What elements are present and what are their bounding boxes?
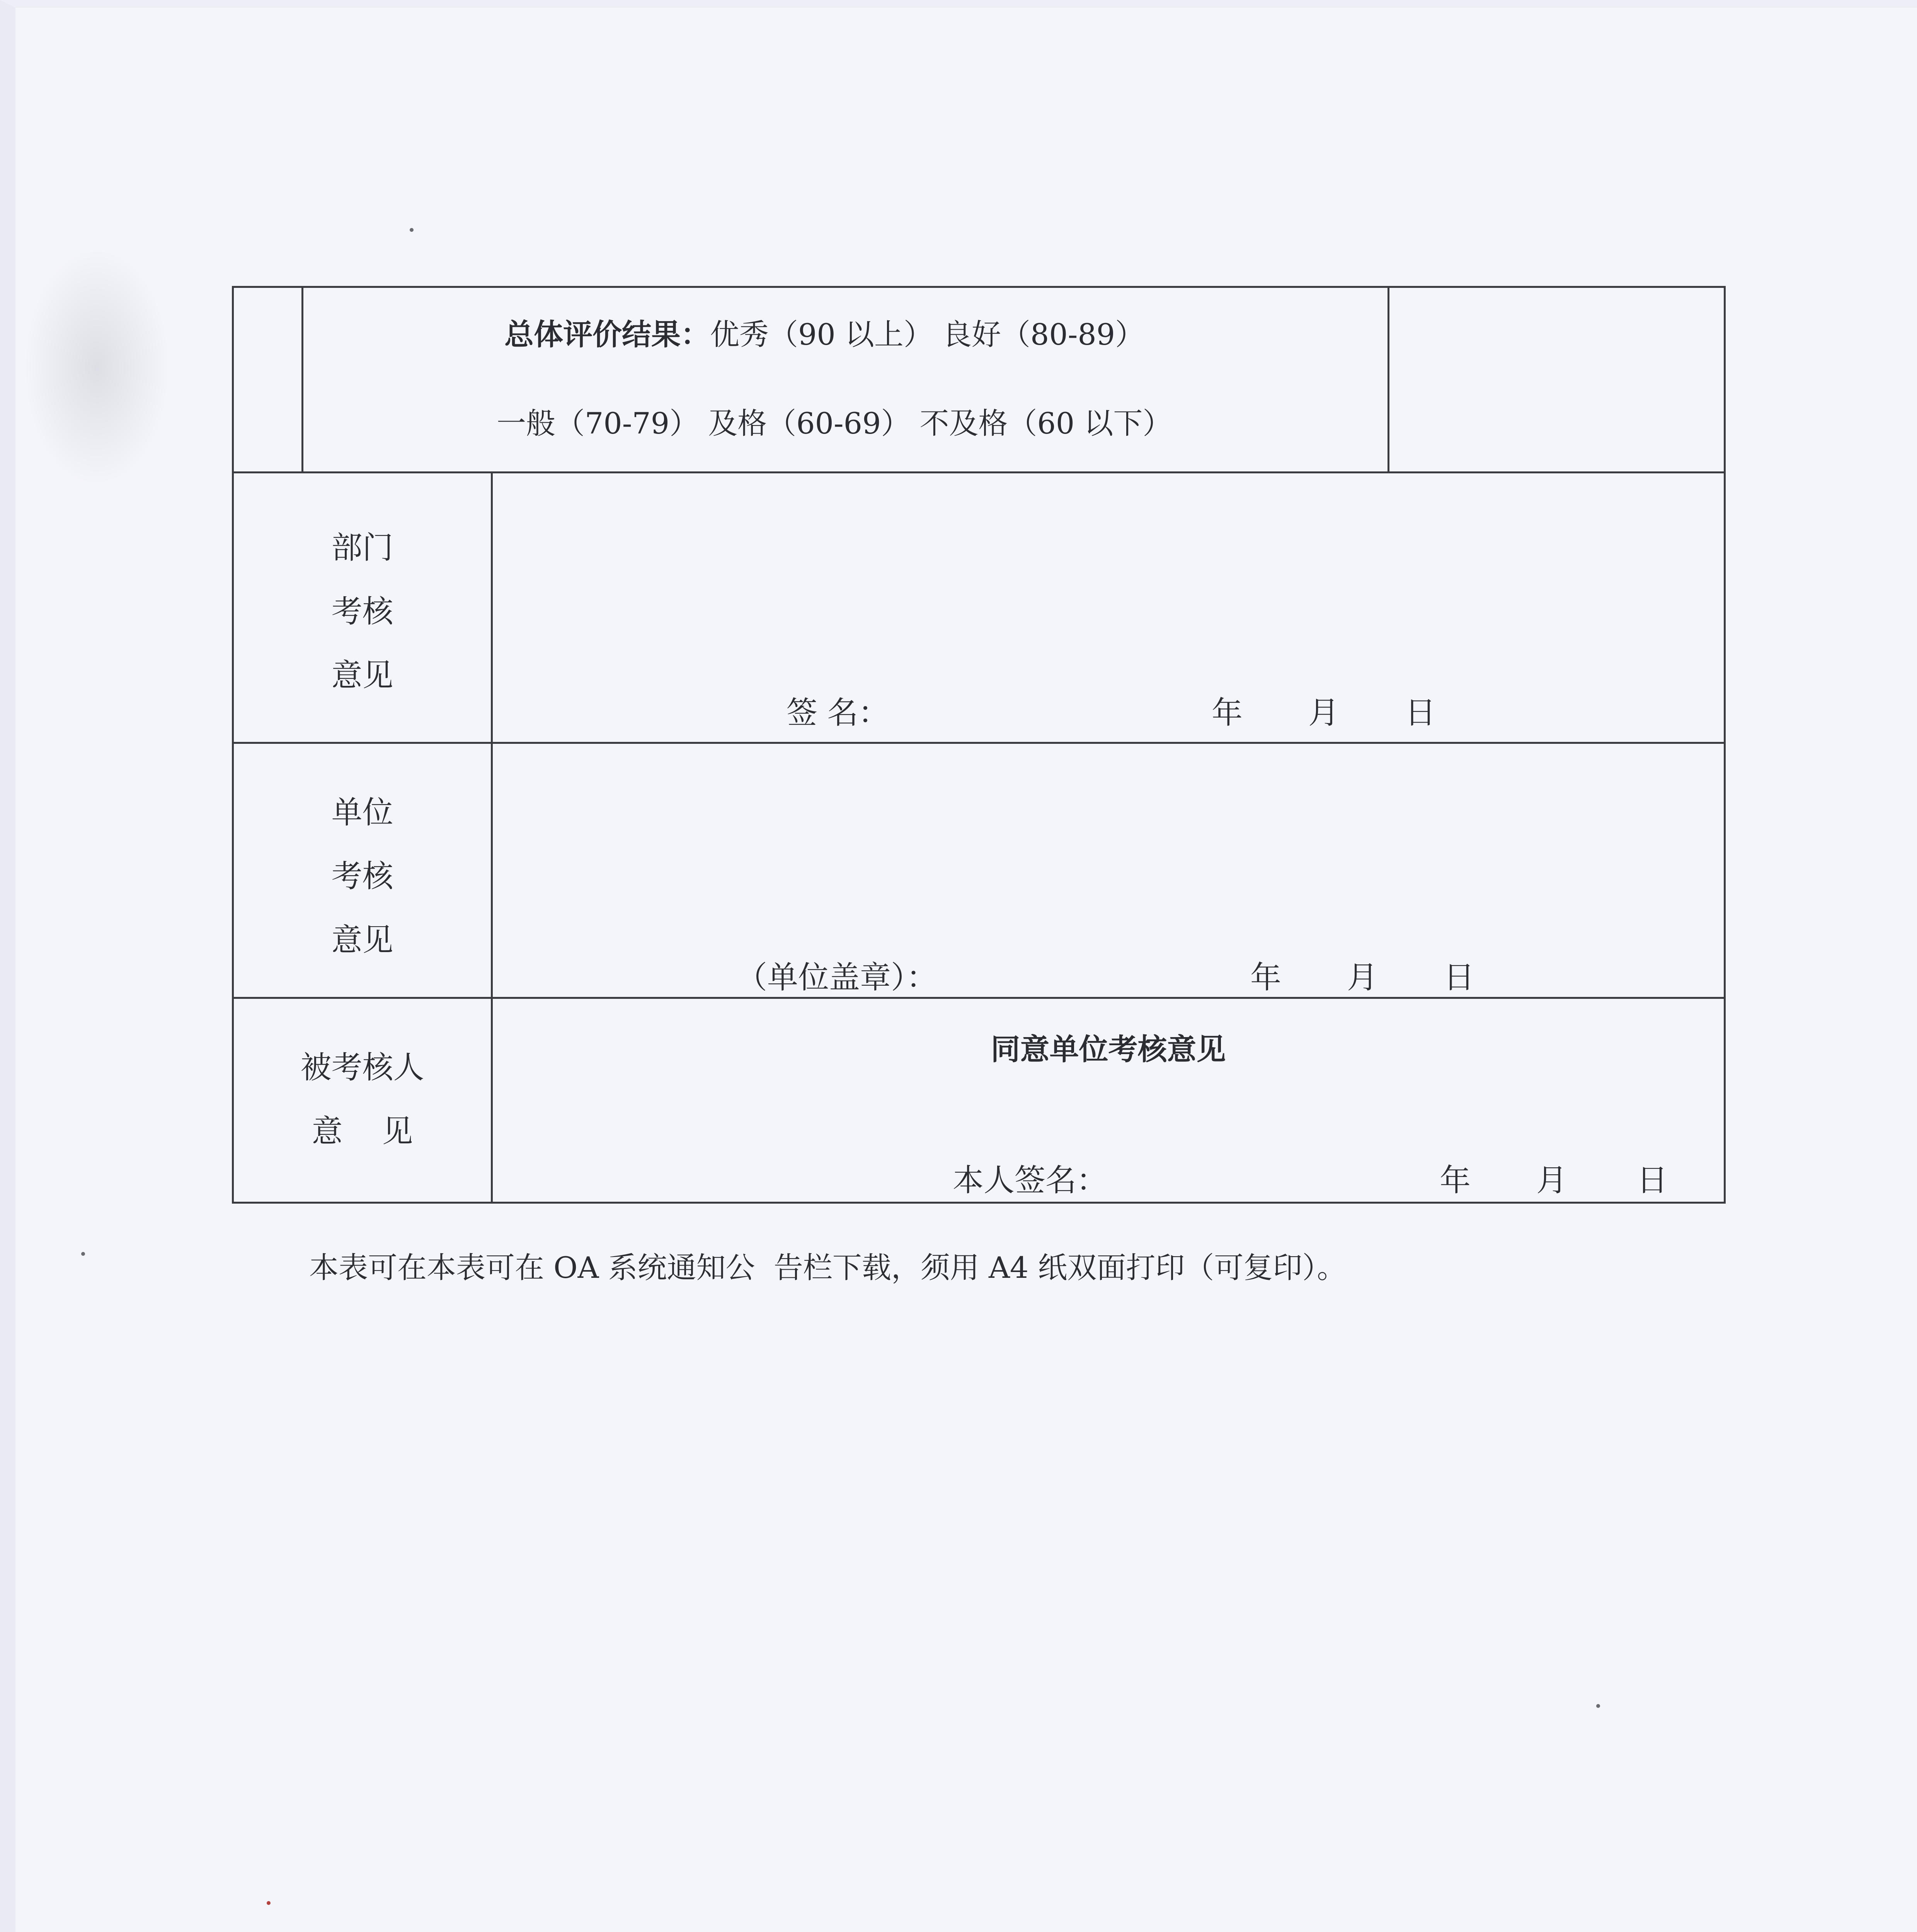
person-review-content	[492, 998, 1725, 1203]
unit-date-year: 年	[1250, 959, 1281, 995]
evaluation-label: 总体评价结果：	[504, 317, 710, 352]
evaluation-grades-2: 一般（70-79） 及格（60-69） 不及格（60 以下）	[497, 406, 1172, 440]
department-date-day: 日	[1405, 695, 1436, 731]
department-date-month: 月	[1308, 695, 1339, 731]
download-footnote: 本表可在本表可在 OA 系统通知公 告栏下载，须用 A4 纸双面打印（可复印）。	[309, 1250, 1347, 1285]
evaluation-result-cell	[1389, 287, 1725, 473]
person-date-year: 年	[1440, 1162, 1471, 1198]
label-line: 被考核人	[300, 1049, 424, 1085]
unit-date-month: 月	[1347, 959, 1378, 995]
scan-smudge	[23, 247, 170, 487]
unit-review-content	[492, 743, 1725, 998]
person-review-row	[233, 998, 1725, 1203]
department-review-label	[233, 473, 492, 743]
unit-date-day: 日	[1444, 959, 1474, 995]
scan-speck	[1596, 1704, 1600, 1708]
scan-speck	[81, 1252, 85, 1256]
person-date-day: 日	[1637, 1162, 1668, 1198]
person-review-label	[233, 998, 492, 1203]
agree-statement: 同意单位考核意见	[991, 1032, 1226, 1066]
unit-review-label	[233, 743, 492, 998]
department-review-content	[492, 473, 1725, 743]
label-line: 意见	[331, 657, 393, 693]
label-line: 单位	[331, 794, 393, 830]
person-date-month: 月	[1536, 1162, 1567, 1198]
evaluation-criteria-cell	[303, 287, 1389, 473]
unit-review-row	[233, 743, 1725, 998]
label-line: 考核	[331, 594, 393, 629]
assessment-form-table	[232, 286, 1726, 1204]
evaluation-blank-cell	[233, 287, 303, 473]
scan-speck	[267, 1901, 271, 1905]
evaluation-row	[233, 287, 1725, 473]
unit-seal-label: （单位盖章）：	[736, 959, 937, 995]
scan-speck	[410, 228, 414, 232]
label-line: 考核	[331, 858, 393, 894]
department-date-year: 年	[1212, 695, 1243, 731]
department-review-row	[233, 473, 1725, 743]
label-line: 意 见	[312, 1113, 413, 1149]
label-line: 意见	[331, 922, 393, 958]
label-line: 部门	[331, 530, 393, 566]
person-signature-label: 本人签名：	[953, 1162, 1107, 1198]
evaluation-grades-1: 优秀（90 以上） 良好（80-89）	[710, 317, 1145, 352]
department-signature-label: 签 名：	[787, 695, 889, 731]
